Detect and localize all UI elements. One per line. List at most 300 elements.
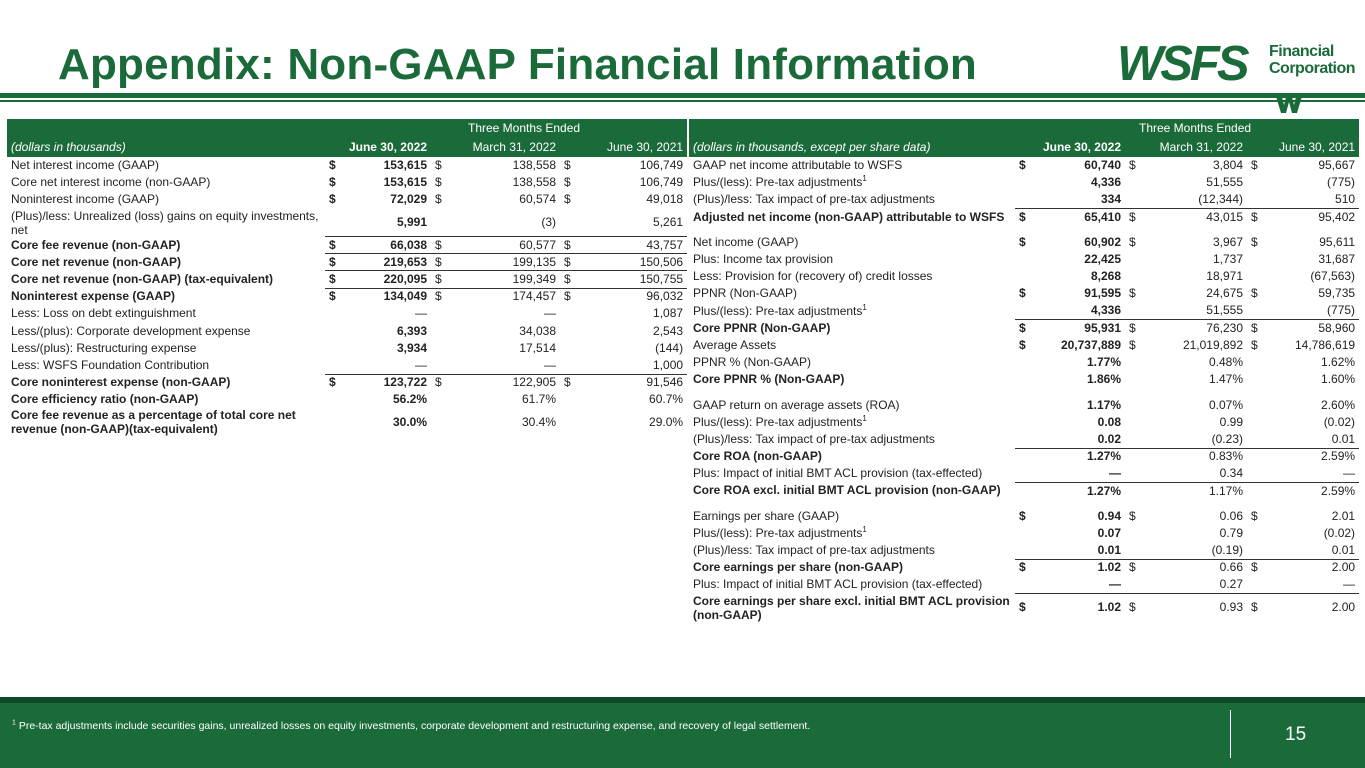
value-cell-col1: 8,268 <box>1090 269 1121 284</box>
currency-symbol <box>325 391 339 408</box>
currency-symbol: $ <box>1015 320 1029 337</box>
currency-symbol <box>1247 251 1261 268</box>
table-row <box>7 374 687 391</box>
value-cell-col2: (0.19) <box>1211 542 1243 557</box>
currency-symbol: $ <box>431 237 445 254</box>
value-cell-col3: 43,757 <box>574 237 687 254</box>
value-cell-col3: 2.59% <box>1261 448 1359 465</box>
currency-symbol: $ <box>560 374 574 391</box>
table-row <box>689 448 1359 465</box>
column-header-jun-2021: June 30, 2021 <box>560 138 687 157</box>
currency-symbol <box>1125 448 1139 465</box>
currency-symbol <box>325 357 339 374</box>
value-cell-col1: 4,336 <box>1090 303 1121 318</box>
value-cell-col3: — <box>1343 466 1356 481</box>
value-cell-col3: 1,087 <box>653 306 684 321</box>
currency-symbol: $ <box>431 288 445 305</box>
row-label-text: Core ROA excl. initial BMT ACL provision (non-GAAP) <box>693 483 1001 498</box>
currency-symbol: $ <box>329 192 336 207</box>
footnote-ref: 1 <box>862 174 867 184</box>
row-label-text: Core noninterest expense (non-GAAP) <box>11 375 231 390</box>
table-row <box>7 271 687 288</box>
value-cell-col3: 59,735 <box>1318 286 1356 301</box>
row-label <box>689 354 1015 371</box>
row-label <box>689 191 1015 208</box>
table-row <box>689 234 1359 251</box>
currency-symbol: $ <box>329 158 336 173</box>
value-cell-col1: 1.77% <box>1086 355 1121 370</box>
value-cell-col2: 0.27 <box>1219 577 1243 592</box>
currency-symbol <box>1247 542 1261 559</box>
row-label-text: PPNR (Non-GAAP) <box>693 286 798 301</box>
value-cell-col1: 0.94 <box>1097 508 1121 523</box>
currency-symbol <box>1015 174 1029 191</box>
value-cell-col2: 60,574 <box>519 192 556 207</box>
currency-symbol <box>1125 542 1139 559</box>
value-cell-col3: 150,506 <box>574 254 687 271</box>
currency-symbol: $ <box>1129 234 1136 249</box>
row-label <box>689 157 1015 174</box>
table-row <box>689 414 1359 431</box>
table-row <box>7 174 687 191</box>
value-cell-col2: — <box>544 306 556 321</box>
currency-symbol <box>1015 251 1029 268</box>
currency-symbol <box>1125 303 1139 320</box>
currency-symbol: $ <box>1251 286 1258 301</box>
left-financial-table <box>7 119 687 436</box>
value-cell-col3: 150,755 <box>574 271 687 288</box>
row-label <box>689 251 1015 268</box>
value-cell-col1: 1.17% <box>1086 397 1121 412</box>
value-cell-col1: 3,934 <box>396 340 427 355</box>
row-label-text: Core earnings per share (non-GAAP) <box>693 560 904 575</box>
currency-symbol <box>1247 482 1261 499</box>
value-cell-col3: 14,786,619 <box>1294 337 1356 352</box>
value-cell-col3: 0.01 <box>1331 542 1356 557</box>
units-label: (dollars in thousands, except per share data) <box>689 138 1015 157</box>
value-cell-col1: 153,615 <box>383 175 427 190</box>
table-row <box>7 408 687 436</box>
right-table-column-header <box>689 138 1359 157</box>
value-cell-col3: (0.02) <box>1323 414 1356 429</box>
value-cell-col1: 1.27% <box>1029 448 1125 465</box>
row-label-text: Core PPNR % (Non-GAAP) <box>693 372 845 387</box>
row-label <box>7 174 325 191</box>
currency-symbol: $ <box>560 254 574 271</box>
table-row <box>689 525 1359 542</box>
currency-symbol <box>1247 268 1261 285</box>
value-cell-col3: (144) <box>655 340 684 355</box>
row-label-text: (Plus)/less: Tax impact of pre-tax adjustments <box>693 543 935 558</box>
value-cell-col1: 1.86% <box>1086 372 1121 387</box>
currency-symbol <box>1015 448 1029 465</box>
page-title: Appendix: Non-GAAP Financial Information <box>58 40 977 89</box>
currency-symbol <box>1015 414 1029 431</box>
currency-symbol: $ <box>560 288 574 305</box>
currency-symbol <box>431 340 445 357</box>
row-label-text: Plus: Impact of initial BMT ACL provision (tax-effected) <box>693 466 983 481</box>
row-label <box>689 414 1015 431</box>
currency-symbol <box>560 323 574 340</box>
currency-symbol <box>1125 396 1139 413</box>
currency-symbol: $ <box>1019 337 1026 352</box>
row-label-text: Less/(plus): Corporate development expense <box>11 323 251 338</box>
value-cell-col2: 138,558 <box>512 158 556 173</box>
currency-symbol <box>1247 396 1261 413</box>
table-row <box>689 209 1359 226</box>
currency-symbol <box>1247 414 1261 431</box>
value-cell-col3: 2,543 <box>653 323 684 338</box>
currency-symbol <box>1015 303 1029 320</box>
row-label <box>689 525 1015 542</box>
currency-symbol <box>431 323 445 340</box>
currency-symbol <box>1015 396 1029 413</box>
row-label-text: Less: Loss on debt extinguishment <box>11 306 196 321</box>
currency-symbol <box>1125 354 1139 371</box>
currency-symbol <box>1125 525 1139 542</box>
value-cell-col3: (67,563) <box>1310 269 1356 284</box>
value-cell-col2: 17,514 <box>519 340 556 355</box>
value-cell-col2: 174,457 <box>445 288 560 305</box>
table-row <box>689 268 1359 285</box>
footnote-ref: 1 <box>862 413 867 423</box>
column-header-mar-2022: March 31, 2022 <box>1125 138 1247 157</box>
row-label <box>689 234 1015 251</box>
row-label-text: Average Assets <box>693 337 777 352</box>
currency-symbol: $ <box>1019 234 1026 249</box>
row-label-text: Core net revenue (non-GAAP) <box>11 254 182 269</box>
right-financial-table <box>689 119 1359 622</box>
row-label-text: Plus/(less): Pre-tax adjustments <box>693 525 863 540</box>
currency-symbol <box>560 340 574 357</box>
spacer-row <box>689 500 1359 508</box>
currency-symbol <box>1247 303 1261 320</box>
currency-symbol: $ <box>1129 158 1136 173</box>
row-label-text: Core earnings per share excl. initial BMT ACL provision (non-GAAP) <box>693 593 1010 622</box>
table-row <box>689 285 1359 302</box>
currency-symbol <box>431 357 445 374</box>
table-row <box>689 508 1359 525</box>
row-label-text: (Plus)/less: Unrealized (loss) gains on equity investments, net <box>11 208 319 237</box>
left-table-period-header <box>7 119 687 138</box>
currency-symbol <box>1247 525 1261 542</box>
value-cell-col1: 220,095 <box>339 271 431 288</box>
currency-symbol: $ <box>431 254 445 271</box>
value-cell-col1: — <box>415 306 427 321</box>
currency-symbol <box>560 357 574 374</box>
currency-symbol <box>325 408 339 436</box>
value-cell-col2: 51,555 <box>1206 303 1243 318</box>
table-row <box>689 594 1359 622</box>
value-cell-col1: 60,740 <box>1084 158 1121 173</box>
currency-symbol: $ <box>1125 559 1139 576</box>
currency-symbol <box>1015 482 1029 499</box>
value-cell-col3: 29.0% <box>649 414 684 429</box>
value-cell-col1: 123,722 <box>339 374 431 391</box>
footnote-text: Pre-tax adjustments include securities gains, unrealized losses on equity investments, corporate development and restructuring expense, and recovery of legal settlement. <box>18 720 811 732</box>
row-label-text: Plus/(less): Pre-tax adjustments <box>693 303 863 318</box>
currency-symbol <box>560 305 574 322</box>
currency-symbol: $ <box>435 158 442 173</box>
row-label-text: Core fee revenue (non-GAAP) <box>11 237 181 252</box>
value-cell-col1: 22,425 <box>1084 252 1121 267</box>
value-cell-col3: 1.60% <box>1321 372 1356 387</box>
row-label-text: Core fee revenue as a percentage of total core net revenue (non-GAAP)(tax-equivalent) <box>11 408 296 437</box>
row-label <box>689 559 1015 576</box>
table-row <box>689 396 1359 413</box>
currency-symbol: $ <box>1247 209 1261 226</box>
currency-symbol <box>1015 371 1029 388</box>
row-label <box>689 303 1015 320</box>
value-cell-col2: 34,038 <box>519 323 556 338</box>
currency-symbol: $ <box>1019 508 1026 523</box>
currency-symbol <box>1247 354 1261 371</box>
currency-symbol <box>325 340 339 357</box>
value-cell-col2: 138,558 <box>512 175 556 190</box>
value-cell-col1: 20,737,889 <box>1060 337 1121 352</box>
row-label <box>7 209 325 237</box>
value-cell-col2: 0.99 <box>1219 414 1243 429</box>
currency-symbol: $ <box>325 237 339 254</box>
table-row <box>689 576 1359 593</box>
currency-symbol: $ <box>325 254 339 271</box>
value-cell-col1: 60,902 <box>1084 234 1121 249</box>
value-cell-col2: 122,905 <box>445 374 560 391</box>
table-row <box>689 482 1359 499</box>
currency-symbol <box>1015 525 1029 542</box>
row-label-text: Core net revenue (non-GAAP) (tax-equivalent) <box>11 272 274 287</box>
currency-symbol: $ <box>1129 337 1136 352</box>
table-row <box>689 465 1359 482</box>
table-row <box>689 354 1359 371</box>
currency-symbol: $ <box>1247 559 1261 576</box>
value-cell-col1: 65,410 <box>1029 209 1125 226</box>
table-row <box>7 323 687 340</box>
value-cell-col3: 91,546 <box>574 374 687 391</box>
currency-symbol <box>325 209 339 237</box>
table-row <box>689 559 1359 576</box>
value-cell-col3: 0.01 <box>1331 431 1356 446</box>
row-label <box>689 371 1015 388</box>
currency-symbol: $ <box>1019 286 1026 301</box>
currency-symbol: $ <box>431 271 445 288</box>
value-cell-col3: 2.60% <box>1321 397 1356 412</box>
footnote-ref: 1 <box>862 524 867 534</box>
value-cell-col3: 2.01 <box>1331 508 1356 523</box>
column-header-jun-2021: June 30, 2021 <box>1247 138 1359 157</box>
footnote <box>12 720 810 732</box>
value-cell-col2: 0.07% <box>1208 397 1243 412</box>
row-label <box>7 391 325 408</box>
row-label <box>7 288 325 305</box>
currency-symbol: $ <box>1247 594 1261 622</box>
row-label-text: Plus: Income tax provision <box>693 252 834 267</box>
logo-w-mark-icon <box>1275 91 1303 115</box>
table-row <box>689 542 1359 559</box>
value-cell-col3: 106,749 <box>639 158 684 173</box>
row-label-text: Core efficiency ratio (non-GAAP) <box>11 392 199 407</box>
spacer-row <box>689 388 1359 396</box>
value-cell-col2: 3,967 <box>1212 234 1243 249</box>
currency-symbol: $ <box>1125 320 1139 337</box>
currency-symbol: $ <box>1019 158 1026 173</box>
table-row <box>689 157 1359 174</box>
currency-symbol <box>1247 191 1261 208</box>
row-label <box>689 576 1015 593</box>
currency-symbol: $ <box>1125 594 1139 622</box>
value-cell-col3: 1,000 <box>653 357 684 372</box>
footer-bar <box>0 697 1365 768</box>
currency-symbol <box>1125 431 1139 448</box>
currency-symbol <box>1247 448 1261 465</box>
table-row <box>689 431 1359 448</box>
value-cell-col3: 510 <box>1335 192 1356 207</box>
currency-symbol: $ <box>560 271 574 288</box>
value-cell-col2: 61.7% <box>521 392 556 407</box>
row-label <box>7 340 325 357</box>
value-cell-col1: 4,336 <box>1090 175 1121 190</box>
currency-symbol <box>1125 371 1139 388</box>
currency-symbol <box>1247 576 1261 593</box>
value-cell-col1: — <box>1109 577 1121 592</box>
row-label <box>7 323 325 340</box>
table-row <box>7 209 687 237</box>
currency-symbol <box>1125 268 1139 285</box>
value-cell-col2: 76,230 <box>1139 320 1247 337</box>
row-label <box>7 191 325 208</box>
currency-symbol: $ <box>325 374 339 391</box>
logo-subtitle-line1: Financial <box>1269 43 1334 60</box>
currency-symbol <box>1125 482 1139 499</box>
value-cell-col2: 30.4% <box>521 414 556 429</box>
logo-wordmark: WSFS <box>1117 37 1247 91</box>
value-cell-col2: 1.17% <box>1139 482 1247 499</box>
value-cell-col2: 51,555 <box>1206 175 1243 190</box>
value-cell-col3: 96,032 <box>574 288 687 305</box>
value-cell-col3: 1.62% <box>1321 355 1356 370</box>
footer-divider <box>1230 710 1231 758</box>
row-label <box>7 357 325 374</box>
column-header-jun-2022: June 30, 2022 <box>1015 138 1125 157</box>
value-cell-col1: 153,615 <box>383 158 427 173</box>
row-label-text: Less: Provision for (recovery of) credit losses <box>693 269 933 284</box>
value-cell-col2: 3,804 <box>1212 158 1243 173</box>
value-cell-col2: 1.47% <box>1208 372 1243 387</box>
currency-symbol <box>1247 371 1261 388</box>
currency-symbol <box>1015 465 1029 482</box>
currency-symbol: $ <box>1125 209 1139 226</box>
currency-symbol: $ <box>435 175 442 190</box>
currency-symbol: $ <box>1251 158 1258 173</box>
table-row <box>7 340 687 357</box>
currency-symbol <box>1015 354 1029 371</box>
row-label-text: Plus: Impact of initial BMT ACL provision (tax-effected) <box>693 577 983 592</box>
value-cell-col1: 5,991 <box>396 214 427 229</box>
table-row <box>7 305 687 322</box>
value-cell-col2: 24,675 <box>1206 286 1243 301</box>
row-label-text: Less/(plus): Restructuring expense <box>11 340 197 355</box>
currency-symbol: $ <box>1251 234 1258 249</box>
units-label: (dollars in thousands) <box>7 138 325 157</box>
value-cell-col3: 2.00 <box>1261 559 1359 576</box>
value-cell-col1: 0.01 <box>1097 542 1121 557</box>
row-label-text: Plus/(less): Pre-tax adjustments <box>693 175 863 190</box>
row-label <box>689 337 1015 354</box>
value-cell-col2: 1,737 <box>1212 252 1243 267</box>
table-row <box>689 371 1359 388</box>
value-cell-col1: 66,038 <box>339 237 431 254</box>
value-cell-col1: 56.2% <box>392 392 427 407</box>
value-cell-col3: 106,749 <box>639 175 684 190</box>
row-label <box>7 237 325 254</box>
row-label-text: Earnings per share (GAAP) <box>693 508 840 523</box>
value-cell-col3: 95,611 <box>1319 234 1356 249</box>
table-row <box>689 174 1359 191</box>
currency-symbol <box>1015 191 1029 208</box>
table-row <box>689 337 1359 354</box>
value-cell-col2: 0.79 <box>1219 525 1243 540</box>
currency-symbol: $ <box>1247 320 1261 337</box>
row-label <box>689 542 1015 559</box>
value-cell-col1: 0.08 <box>1097 414 1121 429</box>
currency-symbol: $ <box>1015 209 1029 226</box>
row-label-text: Adjusted net income (non-GAAP) attributable to WSFS <box>693 209 1005 224</box>
value-cell-col2: (3) <box>541 214 556 229</box>
footnote-ref: 1 <box>862 302 867 312</box>
currency-symbol: $ <box>1129 286 1136 301</box>
row-label <box>689 482 1015 499</box>
value-cell-col2: 199,349 <box>445 271 560 288</box>
logo-subtitle-line2: Corporation <box>1269 60 1356 77</box>
value-cell-col1: 134,049 <box>339 288 431 305</box>
value-cell-col2: 43,015 <box>1139 209 1247 226</box>
value-cell-col1: 1.02 <box>1029 594 1125 622</box>
row-label <box>689 174 1015 191</box>
currency-symbol <box>1015 542 1029 559</box>
row-label-text: GAAP return on average assets (ROA) <box>693 397 900 412</box>
right-table-period-header <box>689 119 1359 138</box>
table-row <box>7 288 687 305</box>
value-cell-col1: 30.0% <box>392 414 427 429</box>
value-cell-col2: 21,019,892 <box>1182 337 1243 352</box>
value-cell-col1: — <box>1109 466 1121 481</box>
table-row <box>7 357 687 374</box>
row-label-text: Core ROA (non-GAAP) <box>693 449 822 464</box>
currency-symbol <box>1125 174 1139 191</box>
currency-symbol <box>560 209 574 237</box>
left-table-column-header <box>7 138 687 157</box>
row-label-text: Net interest income (GAAP) <box>11 158 160 173</box>
currency-symbol <box>1125 191 1139 208</box>
row-label <box>689 285 1015 302</box>
company-logo <box>1117 38 1357 118</box>
currency-symbol <box>1015 576 1029 593</box>
logo-subtitle <box>1269 43 1355 77</box>
column-header-jun-2022: June 30, 2022 <box>325 138 431 157</box>
value-cell-col1: — <box>415 357 427 372</box>
value-cell-col3: (775) <box>1327 303 1356 318</box>
currency-symbol: $ <box>329 175 336 190</box>
value-cell-col3: (775) <box>1327 175 1356 190</box>
value-cell-col3: 5,261 <box>653 214 684 229</box>
value-cell-col3: 2.00 <box>1261 594 1359 622</box>
row-label <box>7 305 325 322</box>
currency-symbol <box>1125 251 1139 268</box>
row-label-text: Net income (GAAP) <box>693 234 799 249</box>
currency-symbol: $ <box>1251 508 1258 523</box>
currency-symbol: $ <box>1251 337 1258 352</box>
table-row <box>7 254 687 271</box>
